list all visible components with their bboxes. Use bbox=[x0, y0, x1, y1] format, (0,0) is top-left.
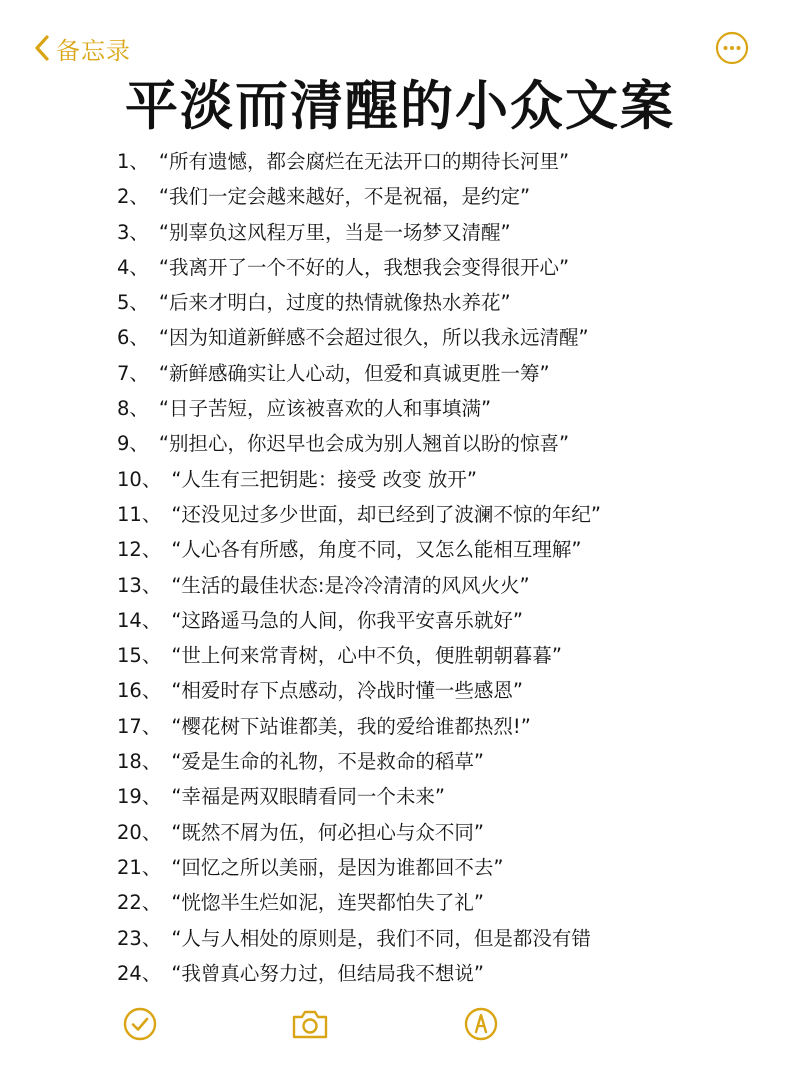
item-number: 19、 bbox=[117, 785, 162, 809]
item-text: “我曾真心努力过，但结局我不想说” bbox=[171, 961, 485, 985]
item-text: “幸福是两双眼睛看同一个未来” bbox=[171, 785, 446, 809]
list-item bbox=[117, 391, 777, 426]
item-number: 22、 bbox=[117, 891, 162, 915]
item-text: “所有遗憾，都会腐烂在无法开口的期待长河里” bbox=[158, 150, 570, 173]
list-item bbox=[117, 956, 777, 991]
list-item bbox=[117, 673, 777, 708]
item-number: 6、 bbox=[117, 326, 149, 350]
list-item bbox=[117, 144, 777, 179]
item-text: “我们一定会越来越好，不是祝福，是约定” bbox=[158, 185, 531, 209]
item-number: 8、 bbox=[117, 397, 149, 421]
item-text: “我离开了一个不好的人，我想我会变得很开心” bbox=[158, 255, 570, 279]
item-number: 12、 bbox=[117, 538, 162, 562]
item-text: “后来才明白，过度的热情就像热水养花” bbox=[158, 291, 511, 315]
more-icon bbox=[715, 50, 749, 69]
item-text: “因为知道新鲜感不会超过很久，所以我永远清醒” bbox=[158, 326, 589, 350]
markup-pen-icon bbox=[463, 1027, 499, 1046]
list-item bbox=[117, 320, 777, 355]
bottom-toolbar bbox=[0, 1000, 800, 1050]
item-text: “还没见过多少世面，却已经到了波澜不惊的年纪” bbox=[171, 502, 602, 526]
item-text: “回忆之所以美丽，是因为谁都回不去” bbox=[171, 855, 504, 879]
item-text: “人生有三把钥匙：接受 改变 放开” bbox=[171, 467, 477, 491]
list-item bbox=[117, 603, 777, 638]
item-number: 21、 bbox=[117, 855, 162, 879]
item-text: “相爱时存下点感动，冷战时懂一些感恩” bbox=[171, 679, 524, 703]
item-text: “人与人相处的原则是，我们不同，但是都没有错 bbox=[171, 926, 591, 950]
list-item bbox=[117, 568, 777, 603]
item-number: 9、 bbox=[117, 432, 149, 456]
item-number: 14、 bbox=[117, 608, 162, 632]
list-item bbox=[117, 921, 777, 956]
item-number: 3、 bbox=[117, 220, 149, 244]
list-item bbox=[117, 462, 777, 497]
list-item bbox=[117, 215, 777, 250]
camera-button[interactable] bbox=[290, 1006, 326, 1042]
item-text: “别担心，你迟早也会成为别人翘首以盼的惊喜” bbox=[158, 432, 570, 456]
item-text: “既然不屑为伍，何必担心与众不同” bbox=[171, 820, 485, 844]
item-text: “樱花树下站谁都美，我的爱给谁都热烈!” bbox=[171, 714, 531, 738]
note-list bbox=[117, 144, 777, 991]
back-button[interactable] bbox=[32, 28, 131, 68]
list-item bbox=[117, 356, 777, 391]
item-number: 4、 bbox=[117, 255, 149, 279]
item-text: “爱是生命的礼物，不是救命的稻草” bbox=[171, 750, 485, 774]
item-number: 2、 bbox=[117, 185, 149, 209]
list-item bbox=[117, 532, 777, 567]
list-item bbox=[117, 426, 777, 461]
item-text: “生活的最佳状态:是冷冷清清的风风火火” bbox=[171, 573, 530, 597]
item-text: “恍惚半生烂如泥，连哭都怕失了礼” bbox=[171, 891, 485, 915]
list-item bbox=[117, 885, 777, 920]
item-text: “别辜负这风程万里，当是一场梦又清醒” bbox=[158, 220, 511, 244]
list-item bbox=[117, 779, 777, 814]
markup-button[interactable] bbox=[463, 1006, 499, 1042]
list-item bbox=[117, 179, 777, 214]
more-button[interactable] bbox=[715, 31, 749, 65]
back-label: 备忘录 bbox=[56, 36, 131, 65]
list-item bbox=[117, 709, 777, 744]
item-number: 5、 bbox=[117, 291, 149, 315]
list-item bbox=[117, 744, 777, 779]
list-item bbox=[117, 815, 777, 850]
chevron-left-icon bbox=[32, 33, 52, 63]
item-number: 17、 bbox=[117, 714, 162, 738]
camera-icon bbox=[290, 1027, 330, 1046]
list-item bbox=[117, 638, 777, 673]
item-text: “世上何来常青树，心中不负，便胜朝朝暮暮” bbox=[171, 644, 563, 668]
item-number: 11、 bbox=[117, 502, 162, 526]
item-number: 15、 bbox=[117, 644, 162, 668]
item-number: 23、 bbox=[117, 926, 162, 950]
item-text: “日子苦短，应该被喜欢的人和事填满” bbox=[158, 397, 492, 421]
item-text: “人心各有所感，角度不同，又怎么能相互理解” bbox=[171, 538, 582, 562]
item-number: 7、 bbox=[117, 361, 149, 385]
item-number: 24、 bbox=[117, 961, 162, 985]
list-item bbox=[117, 285, 777, 320]
item-number: 1、 bbox=[117, 150, 149, 173]
item-number: 10、 bbox=[117, 467, 162, 491]
item-number: 16、 bbox=[117, 679, 162, 703]
item-number: 13、 bbox=[117, 573, 162, 597]
item-number: 20、 bbox=[117, 820, 162, 844]
item-number: 18、 bbox=[117, 750, 162, 774]
note-title: 平淡而清醒的小众文案 bbox=[125, 76, 675, 137]
item-text: “新鲜感确实让人心动，但爱和真诚更胜一筹” bbox=[158, 361, 550, 385]
list-item bbox=[117, 850, 777, 885]
list-item bbox=[117, 497, 777, 532]
list-item bbox=[117, 250, 777, 285]
checklist-icon bbox=[122, 1027, 158, 1046]
checklist-button[interactable] bbox=[122, 1006, 158, 1042]
item-text: “这路遥马急的人间，你我平安喜乐就好” bbox=[171, 608, 524, 632]
